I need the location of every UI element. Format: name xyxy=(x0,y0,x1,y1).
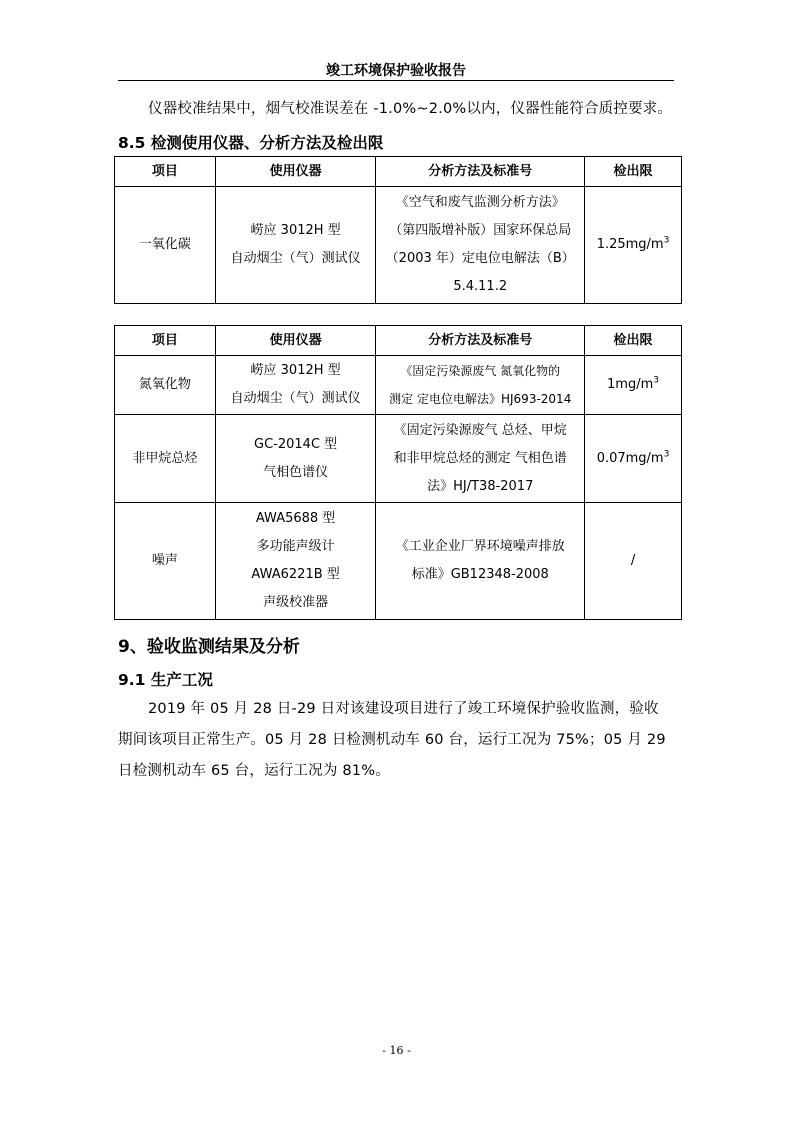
table-row xyxy=(115,187,682,304)
paragraph-line: 日检测机动车 65 台，运行工况为 81%。 xyxy=(118,763,390,779)
paragraph-line: 2019 年 05 月 28 日-29 日对该建设项目进行了竣工环境保护验收监测，验收 xyxy=(148,701,659,717)
instrument-line: 崂应 3012H 型 xyxy=(250,223,341,238)
method-line: 标准》GB12348-2008 xyxy=(411,567,549,582)
col-header-limit: 检出限 xyxy=(585,157,682,187)
col-header-instrument: 使用仪器 xyxy=(215,157,376,187)
cell-limit xyxy=(585,356,682,415)
cell-limit xyxy=(585,503,682,620)
table-header-row xyxy=(115,326,682,356)
method-line: 《固定污染源废气 氮氧化物的 xyxy=(400,364,561,378)
method-line: （2003 年）定电位电解法（B） xyxy=(385,251,575,266)
instrument-line: AWA5688 型 xyxy=(255,511,336,526)
table-header-row xyxy=(115,157,682,187)
instrument-line: 崂应 3012H 型 xyxy=(250,363,341,378)
method-line: 测定 定电位电解法》HJ693-2014 xyxy=(389,392,572,406)
col-header-method: 分析方法及标准号 xyxy=(376,326,585,356)
instrument-line: 自动烟尘（气）测试仪 xyxy=(230,391,361,406)
instrument-line: 气相色谱仪 xyxy=(263,464,329,480)
section-9-1-heading: 9.1 生产工况 xyxy=(118,671,213,689)
section-9-heading: 9、验收监测结果及分析 xyxy=(118,637,300,657)
section-8-5-heading: 8.5 检测使用仪器、分析方法及检出限 xyxy=(118,134,384,152)
paragraph-line: 期间该项目正常生产。05 月 28 日检测机动车 60 台，运行工况为 75%；05 月 29 xyxy=(118,732,666,748)
page-number: - 16 - xyxy=(382,1044,411,1057)
limit-value: 0.07mg/m xyxy=(596,450,664,466)
method-line: 《固定污染源废气 总烃、甲烷 xyxy=(393,422,567,438)
instrument-line: AWA6221B 型 xyxy=(251,567,340,582)
cell-limit xyxy=(585,187,682,304)
production-paragraph xyxy=(118,694,682,787)
calibration-text: 仪器校准结果中，烟气校准误差在 -1.0%~2.0%以内，仪器性能符合质控要求。 xyxy=(148,101,673,117)
instrument-line: 多功能声级计 xyxy=(256,539,335,554)
limit-value: 1.25mg/m xyxy=(596,237,664,252)
cell-method xyxy=(376,187,585,304)
cell-instrument xyxy=(215,503,376,620)
header-divider xyxy=(118,80,674,81)
cell-method xyxy=(376,415,585,503)
calibration-paragraph xyxy=(118,94,682,125)
cell-instrument xyxy=(215,356,376,415)
cell-limit xyxy=(585,415,682,503)
col-header-method: 分析方法及标准号 xyxy=(376,157,585,187)
instrument-line: GC-2014C 型 xyxy=(254,436,338,452)
cell-item: 一氧化碳 xyxy=(115,187,216,304)
instrument-table-1 xyxy=(114,156,682,304)
cell-instrument xyxy=(215,187,376,304)
col-header-item: 项目 xyxy=(115,326,216,356)
method-line: 和非甲烷总烃的测定 气相色谱 xyxy=(393,450,567,466)
method-line: 5.4.11.2 xyxy=(453,279,508,294)
col-header-limit: 检出限 xyxy=(585,326,682,356)
table-row xyxy=(115,356,682,415)
limit-superscript: 3 xyxy=(663,235,670,246)
col-header-item: 项目 xyxy=(115,157,216,187)
instrument-line: 自动烟尘（气）测试仪 xyxy=(230,251,361,266)
cell-item: 氮氧化物 xyxy=(115,356,216,415)
cell-instrument xyxy=(215,415,376,503)
report-header-title: 竣工环境保护验收报告 xyxy=(326,63,466,79)
cell-method xyxy=(376,503,585,620)
limit-value: 1mg/m xyxy=(607,377,654,392)
cell-item: 非甲烷总烃 xyxy=(115,415,216,503)
method-line: （第四版增补版）国家环保总局 xyxy=(389,223,572,238)
limit-superscript: 3 xyxy=(663,449,670,460)
method-line: 法》HJ/T38-2017 xyxy=(427,478,534,494)
table-row xyxy=(115,503,682,620)
limit-value: / xyxy=(630,553,636,568)
table-row xyxy=(115,415,682,503)
instrument-table-2 xyxy=(114,325,682,620)
cell-method xyxy=(376,356,585,415)
cell-item: 噪声 xyxy=(115,503,216,620)
method-line: 《工业企业厂界环境噪声排放 xyxy=(395,539,565,554)
col-header-instrument: 使用仪器 xyxy=(215,326,376,356)
instrument-line: 声级校准器 xyxy=(263,595,329,610)
limit-superscript: 3 xyxy=(653,375,659,386)
method-line: 《空气和废气监测分析方法》 xyxy=(395,195,565,210)
